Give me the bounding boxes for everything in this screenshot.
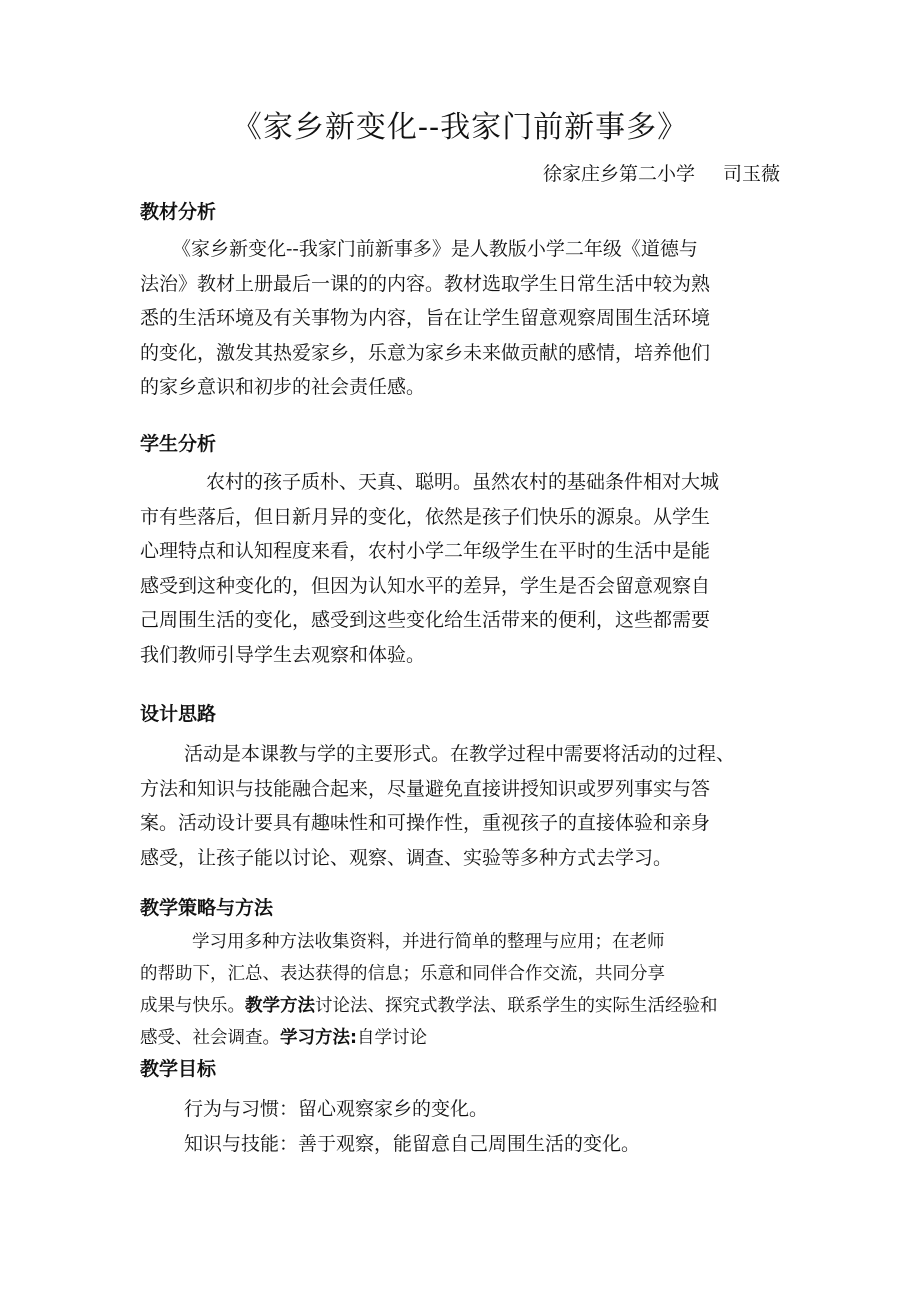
section-heading-strategy: 教学策略与方法 [140,897,274,919]
section-body-design-idea [140,737,790,875]
section-body-student-analysis [140,465,790,672]
paragraph-line: 感受，让孩子能以讨论、观察、调查、实验等多种方式去学习。 [140,846,673,869]
learning-method-label: 学习方法: [280,1028,357,1048]
paragraph-line: 案。活动设计要具有趣味性和可操作性，重视孩子的直接体验和亲身 [140,812,711,834]
line-prefix: 感受、社会调查。 [140,1028,280,1048]
learning-method-text: 自学讨论 [357,1028,427,1048]
paragraph-line: 心理特点和认知程度来看，农村小学二年级学生在平时的生活中是能 [140,540,711,562]
document-title: 《家乡新变化--我家门前新事多》 [231,110,689,145]
paragraph-line: 《家乡新变化--我家门前新事多》是人教版小学二年级《道德与 [172,238,698,260]
paragraph-line: 方法和知识与技能融合起来，尽量避免直接讲授知识或罗列事实与答 [140,777,711,800]
section-body-textbook-analysis [140,232,790,405]
teaching-method-text: 讨论法、探究式教学法、联系学生的实际生活经验和 [315,996,718,1016]
paragraph-line: 学习用多种方法收集资料，并进行简单的整理与应用；在老师 [192,932,665,952]
paragraph-line: 市有些落后，但日新月异的变化，依然是孩子们快乐的源泉。从学生 [140,505,711,528]
teaching-method-label: 教学方法 [245,996,315,1016]
paragraph-line: 的家乡意识和初步的社会责任感。 [140,376,426,398]
paragraph-line: 悉的生活环境及有关事物为内容，旨在让学生留意观察周围生活环境 [140,307,711,329]
paragraph-line [140,990,790,1022]
section-heading-design-idea: 设计思路 [140,703,217,725]
section-heading-student-analysis: 学生分析 [140,433,217,455]
section-heading-goals: 教学目标 [140,1058,217,1080]
author-name: 司玉薇 [722,163,780,185]
paragraph-line: 的变化，激发其热爱家乡，乐意为家乡未来做贡献的感情，培养他们 [140,341,711,364]
author-line [543,160,780,188]
line-prefix: 成果与快乐。 [140,996,245,1016]
section-body-strategy [140,926,790,1054]
section-body-goals [140,1092,790,1161]
paragraph-line: 我们教师引导学生去观察和体验。 [140,643,426,666]
author-school: 徐家庄乡第二小学 [542,163,695,185]
goal-line: 行为与习惯：留心观察家乡的变化。 [184,1098,489,1120]
paragraph-line: 活动是本课教与学的主要形式。在教学过程中需要将活动的过程、 [184,743,736,765]
paragraph-line [140,1022,790,1054]
paragraph-line: 感受到这种变化的，但因为认知水平的差异，学生是否会留意观察自 [140,574,711,597]
section-heading-textbook-analysis: 教材分析 [140,201,217,223]
paragraph-line: 己周围生活的变化，感受到这些变化给生活带来的便利，这些都需要 [140,609,711,631]
paragraph-line: 法治》教材上册最后一课的的内容。教材选取学生日常生活中较为熟 [140,272,711,295]
paragraph-line: 的帮助下，汇总、表达获得的信息；乐意和同伴合作交流，共同分享 [140,964,665,984]
paragraph-line: 农村的孩子质朴、天真、聪明。虽然农村的基础条件相对大城 [206,471,720,493]
goal-line: 知识与技能：善于观察，能留意自己周围生活的变化。 [184,1132,641,1155]
